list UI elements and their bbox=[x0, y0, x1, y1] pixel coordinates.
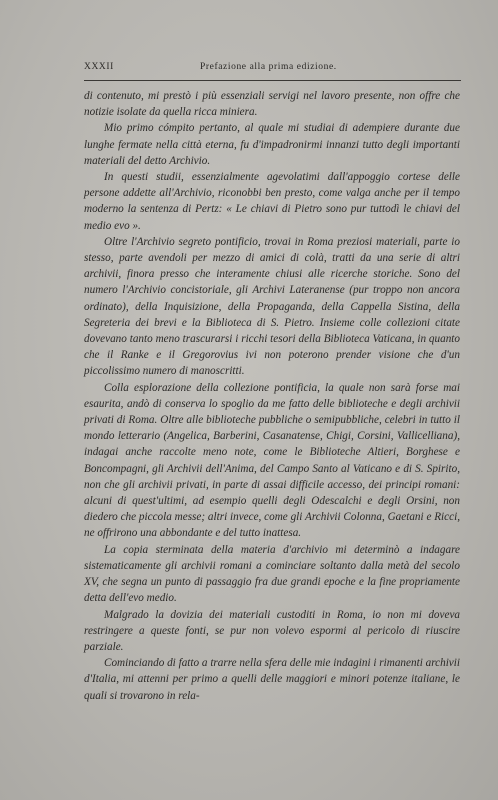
paragraph-8: Cominciando di fatto a trarre nella sfera delle mie indagini i rimanenti archivii d'Italia, mi attenni per primo a quelli delle maggiori e minori potenze italiane, le quali si trovarono in rela- bbox=[84, 657, 460, 702]
page-number: XXXII bbox=[84, 62, 114, 72]
paragraph-7: Malgrado la dovizia dei materiali custoditi in Roma, io non mi doveva restringere a queste fonti, se pur non volevo espormi al pericolo di riuscire parziale. bbox=[84, 608, 460, 653]
header-rule bbox=[84, 80, 461, 81]
paragraph-5: Colla esplorazione della collezione pontificia, la quale non sarà forse mai esaurita, andò di conserva lo spoglio da me fatto delle biblioteche e degli archivii privati di Roma. Oltre alle biblioteche pubbliche o semipubbliche, celebri in tutto il mondo letterario (Angelica, Barberini, Casanatense, Chigi, Corsini, Vallicelliana), indagai anche raccolte meno note, come le Biblioteche Altieri, Borghese e Boncompagni, gli Archivii dell'Anima, del Campo Santo al Vaticano e di S. Spirito, non che gli archivii privati, in parte di assai difficile accesso, dei principi romani: alcuni di quest'ultimi, ad esempio quelli degli Odescalchi e degli Orsini, non diedero che piccola messe; altri invece, come gli Archivii Colonna, Gaetani e Ricci, ne offrirono una abbondante e del tutto inattesa. bbox=[84, 381, 460, 540]
paragraph-2: Mio primo cómpito pertanto, al quale mi studiai di adempiere durante due lunghe fermate nella città eterna, fu d'impadronirmi innanzi tutto degli importanti materiali del detto Archivio. bbox=[84, 122, 460, 167]
paragraph-1: di contenuto, mi prestò i più essenziali servigi nel lavoro presente, non offre che notizie isolate da quella ricca miniera. bbox=[84, 90, 460, 119]
paragraph-6: La copia sterminata della materia d'archivio mi determinò a indagare sistematicamente gli archivii romani a cominciare soltanto dalla metà del secolo XV, che segna un punto di passaggio fra due grandi epoche e la fine propriamente detta dell'evo medio. bbox=[84, 543, 460, 605]
body-text bbox=[84, 88, 460, 704]
paragraph-4: Oltre l'Archivio segreto pontificio, trovai in Roma preziosi materiali, parte io stesso, parte avendoli per mezzo di amici di colà, tratti da una serie di altri archivii, finora presso che interamente chiusi alle ricerche storiche. Sono del numero l'Archivio concistoriale, gli Archivi Lateranense (pur troppo non ancora ordinato), della Inquisizione, della Propaganda, della Cappella Sistina, della Segreteria dei brevi e la Biblioteca di S. Pietro. Insieme colle collezioni citate dovevano tanto meno trascurarsi i ricchi tesori della Biblioteca Vaticana, in quanto che il Ranke e il Gregorovius ivi non poterono prender visione che d'un piccolissimo numero di manoscritti. bbox=[84, 235, 460, 378]
paragraph-3: In questi studii, essenzialmente agevolatimi dall'appoggio cortese delle persone addette all'Archivio, riconobbi ben presto, come valga anche per il tempo moderno la sentenza di Pertz: « Le chiavi di Pietro sono pur tuttodì le chiavi del medio evo ». bbox=[84, 171, 460, 232]
running-title: Prefazione alla prima edizione. bbox=[200, 62, 337, 72]
running-head bbox=[84, 62, 462, 78]
